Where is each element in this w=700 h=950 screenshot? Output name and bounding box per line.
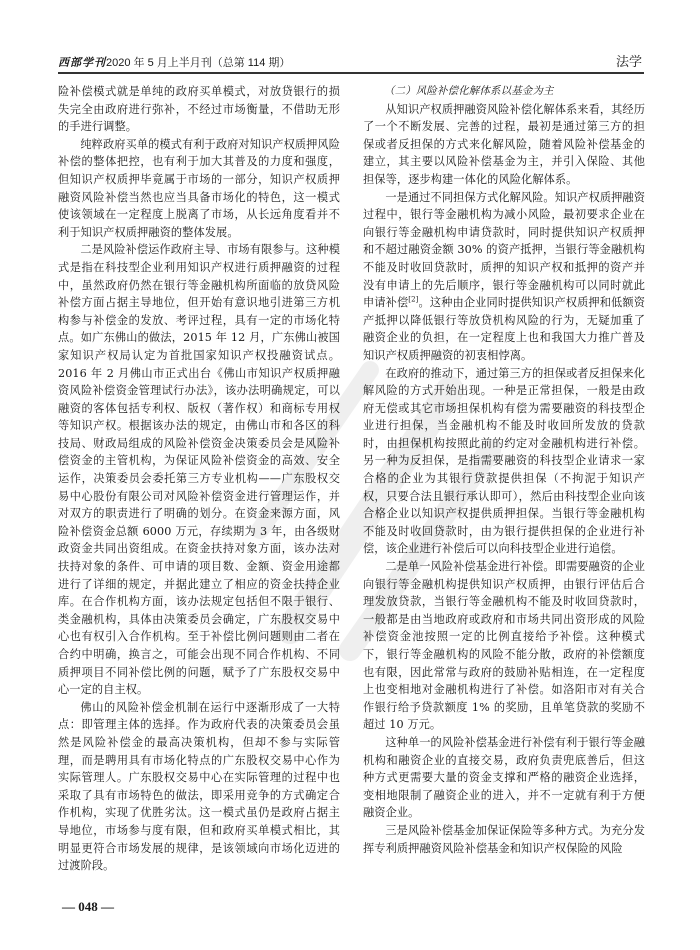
paragraph: 在政府的推动下，通过第三方的担保或者反担保来化解风险的方式开始出现。一种是正常担保，一般是由政府无偿或其它市场担保机构有偿为需要融资的科技型企业进行担保，当金融机构不能及时收回所发放的贷款时，由担保机构按照此前的约定对金融机构进行补偿。另一种为反担保，是指需要融资的科技型企业请求一家合格的企业为其银行贷款提供担保（不拘泥于知识产权，只要合法且银行承认即可），然后由科技型企业向该合格企业以知识产权提供质押担保。当银行等金融机构不能及时收回贷款时，由为银行提供担保的企业进行补偿，该企业进行补偿后可以向科技型企业进行追偿。: [363, 366, 646, 556]
paragraph: 三是风险补偿基金加保证保险等多种方式。为充分发挥专利质押融资风险补偿基金和知识产权保险的风险: [363, 823, 646, 855]
right-column: [363, 83, 645, 857]
journal-issue-line: [58, 56, 290, 70]
paragraph: 佛山的风险补偿金机制在运行中逐渐形成了一大特点：即管理主体的选择。作为政府代表的决策委员会虽然是风险补偿金的最高决策机构，但却不参与实际管理，而是聘用具有市场化特点的广东股权交易中心作为实际管理人。广东股权交易中心在实际管理的过程中也采取了具有市场特色的做法，即采用竞争的方式确定合作机构，实现了优胜劣汰。这一模式虽仍是政府占据主导地位，市场参与度有限，但和政府买单模式相比，其明显更符合市场发展的规律，是该领域向市场化迈进的过渡阶段。: [58, 700, 340, 873]
section-label: 法学: [615, 54, 642, 69]
paragraph-text: 。这种由企业同时提供知识产权质押和低额资产抵押以降低银行等放贷机构风险的行为，无疑加重了融资企业的负担，在一定程度上也和我国大力推广普及知识产权质押融资的初衷相悖离。: [363, 296, 645, 362]
header-rule: [58, 72, 644, 74]
paragraph: 二是单一风险补偿基金进行补偿。即需要融资的企业向银行等金融机构提供知识产权质押，由银行评估后合理发放贷款，当银行等金融机构不能及时收回贷款时，一般都是由当地政府或政府和市场共同出资形成的风险补偿资金池按照一定的比例直接给予补偿。这种模式下，银行等金融机构的风险不能分散，政府的补偿额度也有限，因此常常与政府的鼓励补贴相连，在一定程度上也变相地对金融机构进行了补偿。如洛阳市对有关合作银行给予贷款额度 1% 的奖励，且单笔贷款的奖励不超过 10 万元。: [363, 560, 646, 732]
page-number: — 048 —: [62, 899, 114, 914]
citation-reference[interactable]: [2]: [408, 295, 419, 304]
paragraph-text: 一是通过不同担保方式化解风险。知识产权质押融资过程中，银行等金融机构为减小风险，最初要求企业在向银行等金融机构申请贷款时，同时提供知识产权质押和不超过融资金额 30% 的资产抵押，当银行等金融机构不能及时收回贷款时，质押的知识产权和抵押的资产并没有申请上的先后顺序，银行等金融机构可以同时就此申请补偿: [363, 190, 646, 310]
left-column: [58, 83, 340, 875]
paragraph: [363, 189, 645, 365]
paragraph: 险补偿模式就是单纯的政府买单模式，对放贷银行的损失完全由政府进行弥补，不经过市场衡量，不借助无形的手进行调整。: [58, 85, 340, 134]
journal-name: 西部学刊: [58, 56, 106, 69]
paragraph: 纯粹政府买单的模式有利于政府对知识产权质押风险补偿的整体把控，也有利于加大其普及的力度和强度，但知识产权质押毕竟属于市场的一部分，知识产权质押融资风险补偿当然也应当具备市场化的特色，这一模式使该领域在一定程度上脱离了市场，从长远角度看并不利于知识产权质押融资的整体发展。: [58, 137, 341, 239]
paragraph: 这种单一的风险补偿基金进行补偿有利于银行等金融机构和融资企业的直接交易，政府负责兜底善后，但这种方式更需要大量的资金支撑和严格的融资企业选择，变相地限制了融资企业的进入，并不一定就有利于方便融资企业。: [363, 735, 646, 820]
paragraph: 从知识产权质押融资风险补偿化解体系来看，其经历了一个不断发展、完善的过程，最初是通过第三方的担保或者反担保的方式来化解风险，随着风险补偿基金的建立，其主要以风险补偿基金为主，并引入保险、其他担保等，逐步构建一体化的风险化解体系。: [363, 102, 646, 186]
section-subheading: （二）风险补偿化解体系以基金为主: [384, 85, 554, 97]
running-header: [58, 56, 644, 72]
issue-info: 2020 年 5 月上半月刊（总第 114 期）: [106, 57, 291, 69]
paragraph: 二是风险补偿运作政府主导、市场有限参与。这种模式是指在科技型企业利用知识产权进行质押融资的过程中，虽然政府仍然在银行等金融机构所面临的放贷风险补偿方面占据主导地位，但开始有意识地引进第三方机构参与补偿金的发放、考评过程，具有一定的市场化特点。如广东佛山的做法，2015 年 12 月，广东佛山被国家知识产权局认定为首批国家知识产权投融资试点。2016 年 2 月佛山市正式出台《佛山市知识产权质押融资风险补偿资金管理试行办法》，该办法明确规定，可以融资的客体包括专利权、版权（著作权）和商标专用权等知识产权。根据该办法的规定，由佛山市和各区的科技局、财政局组成的风险补偿资金决策委员会是风险补偿资金的主管机构，为保证风险补偿资金的高效、安全运作，决策委员会委托第三方专业机构——广东股权交易中心股份有限公司对风险补偿资金进行管理运作，并对双方的职责进行了明确的划分。在资金来源方面，风险补偿资金总额 6000 万元，存续期为 3 年，由各级财政资金共同出资组成。在资金扶持对象方面，该办法对扶持对象的条件、可申请的项目数、金额、资金用途都进行了详细的规定，并据此建立了相应的资金扶持企业库。在合作机构方面，该办法规定包括但不限于银行、类金融机构，具体由决策委员会确定，广东股权交易中心也有权引入合作机构。至于补偿比例问题则由二者在合约中明确，换言之，可能会出现不同合作机构、不同质押项目不同补偿比例的问题，赋予了广东股权交易中心一定的自主权。: [58, 243, 341, 697]
